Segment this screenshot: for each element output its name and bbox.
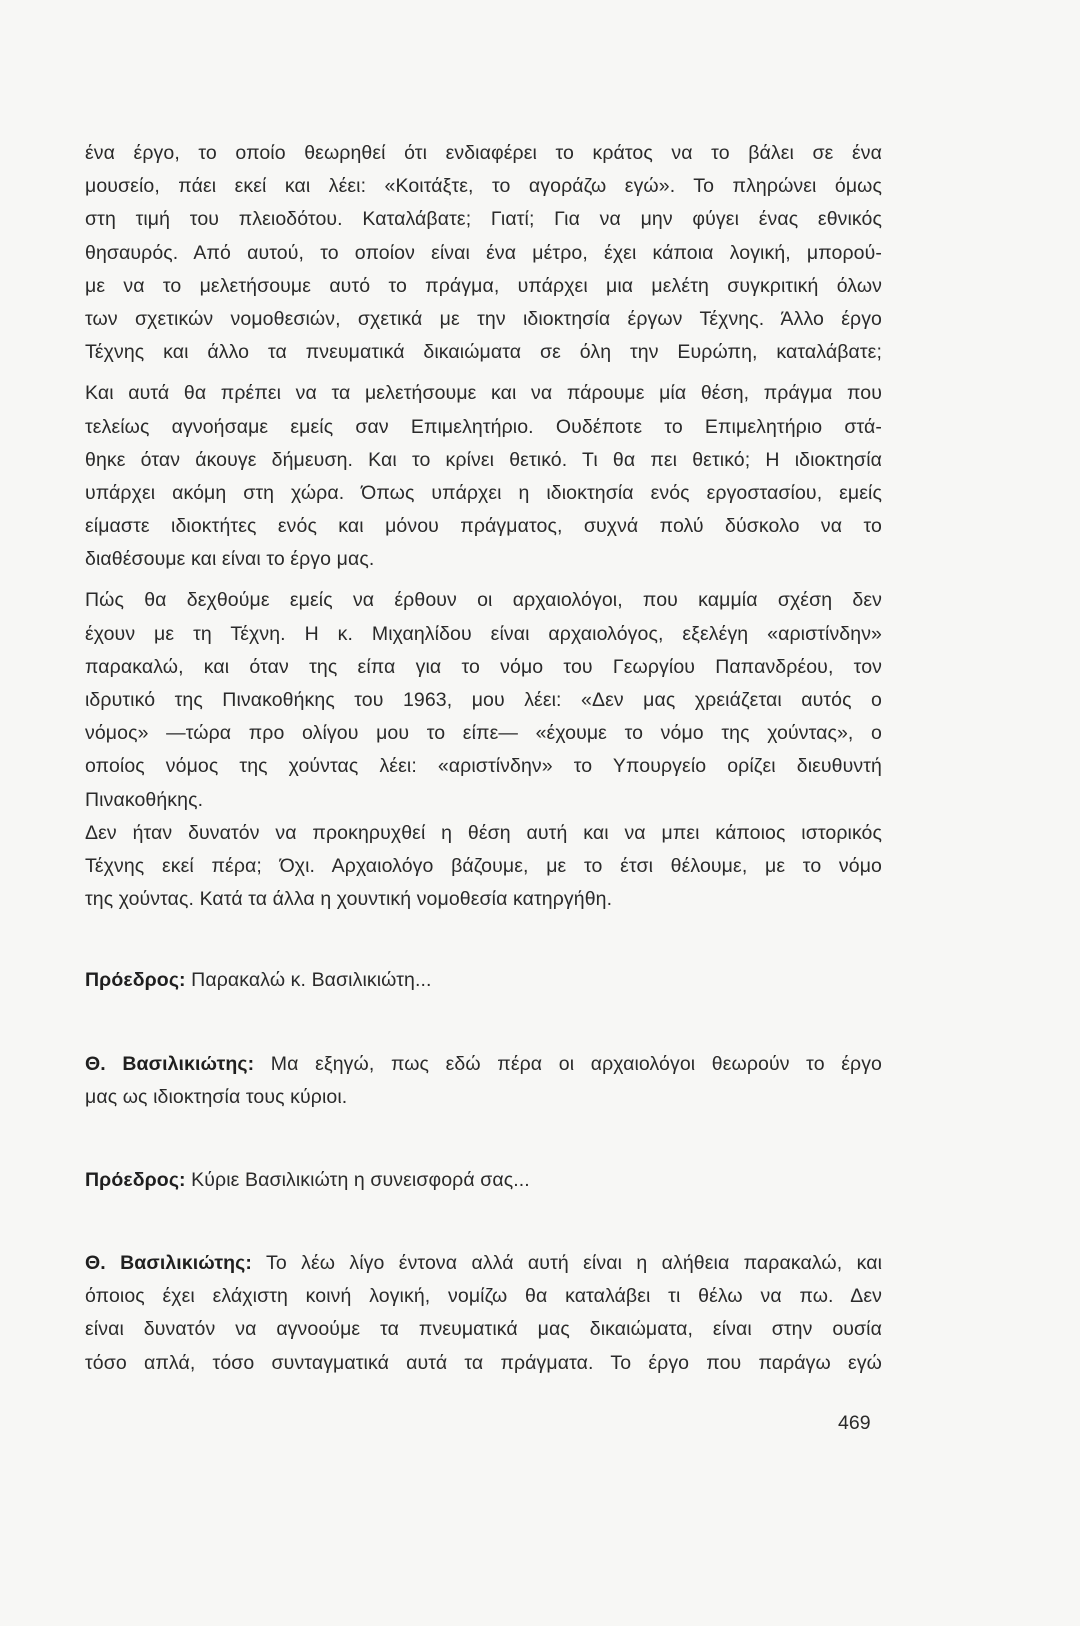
text-line: ένα έργο, το οποίο θεωρηθεί ότι ενδιαφέρει το κράτος να το βάλει σε ένα	[85, 142, 882, 164]
dialogue-entry-chairman	[85, 964, 882, 997]
text-line: της χούντας. Κατά τα άλλα η χουντική νομοθεσία κατηργήθη.	[85, 888, 613, 911]
dialogue-spacer	[85, 998, 882, 1048]
dialogue-spacer	[85, 916, 882, 964]
text-line: είμαστε ιδιοκτήτες ενός και μόνου πράγματος, συχνά πολύ δύσκολο να το	[85, 515, 882, 538]
text-line: υπάρχει ακόμη στη χώρα. Όπως υπάρχει η ιδιοκτησία ενός εργοστασίου, εμείς	[85, 481, 882, 504]
speech-text: Το λέω λίγο έντονα αλλά αυτή είναι η αλήθεια παρακαλώ, και	[251, 1252, 882, 1275]
dialogue-entry-vasilikiotis	[85, 1247, 882, 1380]
paragraph-4	[85, 817, 882, 917]
text-line: Πινακοθήκης.	[85, 788, 204, 811]
speaker-name: Πρόεδρος:	[85, 1168, 186, 1191]
text-line: θηκε όταν άκουγε δήμευση. Και το κρίνει θετικό. Τι θα πει θετικό; Η ιδιοκτησία	[85, 448, 882, 471]
speech-text: Κύριε Βασιλικιώτη η συνεισφορά σας...	[185, 1168, 530, 1191]
text-line: οποίος νόμος της χούντας λέει: «αριστίνδην» το Υπουργείο ορίζει διευθυντή	[85, 755, 882, 778]
text-line: έχουν με τη Τέχνη. Η κ. Μιχαηλίδου είναι αρχαιολόγος, εξελέγη «αριστίνδην»	[85, 622, 882, 645]
text-line: των σχετικών νομοθεσιών, σχετικά με την ιδιοκτησία έργων Τέχνης. Άλλο έργο	[85, 307, 882, 330]
text-line: μουσείο, πάει εκεί και λέει: «Κοιτάξτε, το αγοράζω εγώ». Το πληρώνει όμως	[85, 175, 882, 198]
text-line: είναι δυνατόν να αγνοούμε τα πνευματικά μας δικαιώματα, είναι στην ουσία	[85, 1318, 882, 1341]
text-line: διαθέσουμε και είναι το έργο μας.	[85, 548, 375, 571]
speaker-name: Πρόεδρος:	[85, 969, 186, 992]
page-number: 469	[838, 1412, 871, 1434]
dialogue-spacer	[85, 1114, 882, 1164]
text-line: Πώς θα δεχθούμε εμείς να έρθουν οι αρχαιολόγοι, που καμμία σχέση δεν	[85, 589, 882, 612]
text-line: ιδρυτικό της Πινακοθήκης του 1963, μου λέει: «Δεν μας χρειάζεται αυτός ο	[85, 689, 882, 711]
text-line: τελείως αγνοήσαμε εμείς σαν Επιμελητήριο. Ουδέποτε το Επιμελητήριο στά-	[85, 415, 882, 438]
text-line: μας ως ιδιοκτησία τους κύριοι.	[85, 1085, 348, 1108]
paragraph-spacer	[85, 576, 882, 584]
paragraph-2	[85, 377, 882, 576]
document-page	[85, 137, 882, 1380]
dialogue-entry-vasilikiotis	[85, 1048, 882, 1114]
speech-text: Παρακαλώ κ. Βασιλικιώτη...	[185, 969, 432, 992]
text-line: Τέχνης εκεί πέρα; Όχι. Αρχαιολόγο βάζουμε, με το έτσι θέλουμε, με το νόμο	[85, 854, 882, 877]
text-line: Και αυτά θα πρέπει να τα μελετήσουμε και να πάρουμε μία θέση, πράγμα που	[85, 382, 882, 405]
dialogue-entry-chairman	[85, 1164, 882, 1197]
text-line: με να το μελετήσουμε αυτό το πράγμα, υπάρχει μια μελέτη συγκριτική όλων	[85, 274, 882, 297]
text-line: όποιος έχει ελάχιστη κοινή λογική, νομίζω θα καταλάβει τι θέλω να πω. Δεν	[85, 1285, 882, 1308]
text-line: νόμος» —τώρα προ ολίγου μου το είπε— «έχουμε το νόμο της χούντας», ο	[85, 722, 882, 745]
text-line: παρακαλώ, και όταν της είπα για το νόμο του Γεωργίου Παπανδρέου, τον	[85, 655, 882, 678]
paragraph-3	[85, 584, 882, 816]
speech-text: Μα εξηγώ, πως εδώ πέρα οι αρχαιολόγοι θεωρούν το έργο	[254, 1052, 883, 1075]
text-line: θησαυρός. Από αυτού, το οποίον είναι ένα μέτρο, έχει κάποια λογική, μπορού-	[85, 241, 882, 264]
paragraph-1	[85, 137, 882, 369]
text-line: Τέχνης και άλλο τα πνευματικά δικαιώματα σε όλη την Ευρώπη, καταλάβατε;	[85, 341, 882, 364]
speaker-name: Θ. Βασιλικιώτης:	[85, 1252, 252, 1275]
text-line: στη τιμή του πλειοδότου. Καταλάβατε; Γιατί; Για να μην φύγει ένας εθνικός	[85, 208, 882, 231]
text-line: τόσο απλά, τόσο συνταγματικά αυτά τα πράγματα. Το έργο που παράγω εγώ	[85, 1351, 882, 1374]
dialogue-spacer	[85, 1197, 882, 1247]
paragraph-spacer	[85, 369, 882, 377]
text-line: Δεν ήταν δυνατόν να προκηρυχθεί η θέση αυτή και να μπει κάποιος ιστορικός	[85, 821, 882, 844]
speaker-name: Θ. Βασιλικιώτης:	[85, 1052, 255, 1075]
